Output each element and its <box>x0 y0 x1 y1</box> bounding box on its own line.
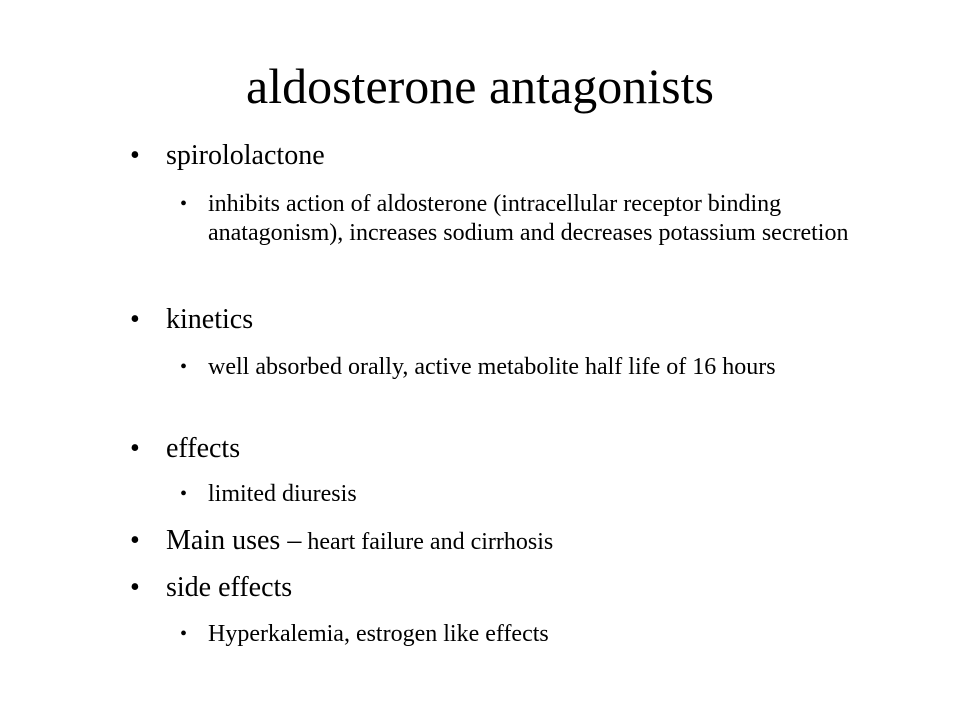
bullet-label: effects <box>166 433 241 464</box>
subbullet-dot: • <box>180 483 188 505</box>
subbullet-text: limited diuresis <box>208 481 357 507</box>
subbullet-dot: • <box>180 623 188 645</box>
subbullet-kinetics <box>180 353 908 382</box>
subbullet-spirololactone-action <box>180 190 908 248</box>
bullet-dot: • <box>130 304 140 335</box>
bullet-label: spirololactone <box>166 140 325 171</box>
subbullet-text: inhibits action of aldosterone (intracellular receptor binding anatagonism), increases sodium and decreases potassium secretion <box>208 191 849 246</box>
subbullet-side-effects <box>180 620 908 649</box>
bullet-label-suffix: heart failure and cirrhosis <box>301 529 554 555</box>
bullet-dot: • <box>130 433 140 464</box>
subbullet-dot: • <box>180 356 188 378</box>
bullet-dot: • <box>130 140 140 171</box>
bullet-label: side effects <box>166 572 293 603</box>
subbullet-effects <box>180 480 908 509</box>
subbullet-dot: • <box>180 193 188 215</box>
slide-title: aldosterone antagonists <box>246 58 714 114</box>
bullet-dot: • <box>130 572 140 603</box>
bullet-label: Main uses – <box>166 525 302 556</box>
bullet-label-group <box>166 525 553 558</box>
bullet-dot: • <box>130 525 140 556</box>
bullet-label: kinetics <box>166 304 254 335</box>
subbullet-text: Hyperkalemia, estrogen like effects <box>208 621 549 647</box>
subbullet-text: well absorbed orally, active metabolite half life of 16 hours <box>208 354 776 380</box>
